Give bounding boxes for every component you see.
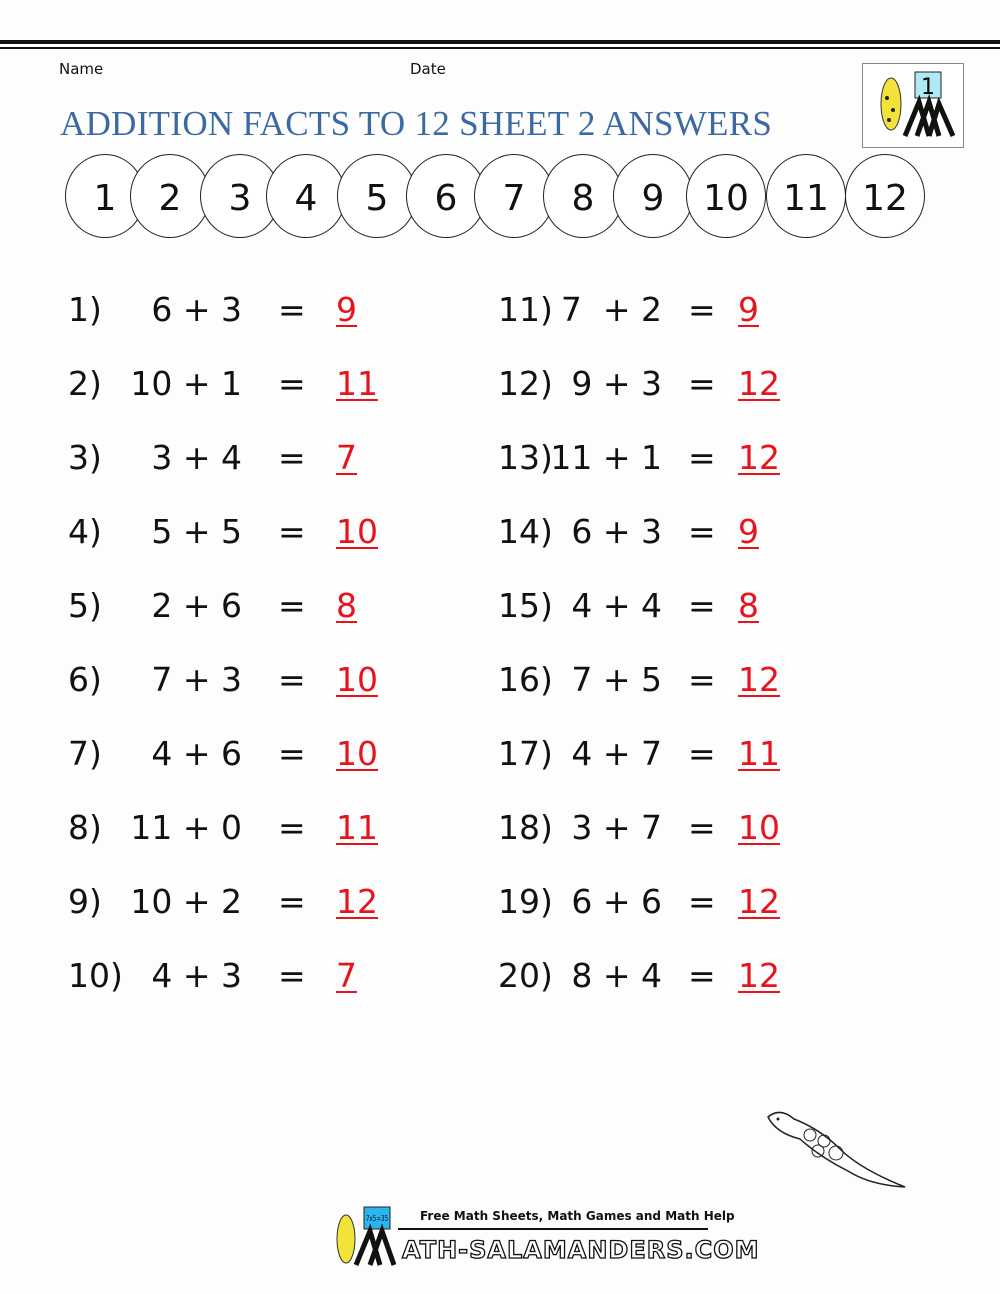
problem-number: 20) <box>498 956 553 995</box>
equals-sign: = <box>688 956 716 995</box>
problem-row <box>498 584 798 628</box>
answer: 11 <box>336 808 378 847</box>
problem-expression: 3 + 7 <box>571 808 662 847</box>
answer: 12 <box>336 882 378 921</box>
problem-number: 1) <box>68 290 102 329</box>
problem-number: 13) <box>498 438 553 477</box>
date-label: Date <box>410 60 446 78</box>
problem-expression: 7 + 5 <box>571 660 662 699</box>
answer: 11 <box>738 734 780 773</box>
answer: 10 <box>738 808 780 847</box>
problem-number: 18) <box>498 808 553 847</box>
number-circle: 8 <box>543 154 623 238</box>
number-circle: 12 <box>845 154 925 238</box>
number-circle: 2 <box>130 154 210 238</box>
number-circle: 6 <box>406 154 486 238</box>
problem-number: 6) <box>68 660 102 699</box>
number-circle: 5 <box>337 154 417 238</box>
problem-expression: 8 + 4 <box>571 956 662 995</box>
footer-board-text: 7x5=35 <box>366 1214 388 1223</box>
footer-tagline: Free Math Sheets, Math Games and Math Help <box>420 1209 735 1223</box>
equals-sign: = <box>688 734 716 773</box>
equals-sign: = <box>278 438 306 477</box>
top-rule-thin <box>0 47 1000 49</box>
problem-expression: 10 + 2 <box>130 882 242 921</box>
answer: 7 <box>336 438 357 477</box>
equals-sign: = <box>688 882 716 921</box>
number-circle: 11 <box>766 154 846 238</box>
answer: 12 <box>738 364 780 403</box>
equals-sign: = <box>688 290 716 329</box>
equals-sign: = <box>278 586 306 625</box>
salamander-logo <box>862 63 964 148</box>
problem-expression: 9 + 3 <box>571 364 662 403</box>
problem-row <box>498 880 798 924</box>
number-circle: 10 <box>686 154 766 238</box>
equals-sign: = <box>688 586 716 625</box>
problem-number: 10) <box>68 956 123 995</box>
answer: 10 <box>336 512 378 551</box>
answer: 11 <box>336 364 378 403</box>
problem-expression: 6 + 3 <box>571 512 662 551</box>
problem-row <box>68 584 368 628</box>
equals-sign: = <box>688 438 716 477</box>
problem-row <box>68 658 378 702</box>
answer: 8 <box>738 586 759 625</box>
problem-expression: 5 + 5 <box>151 512 242 551</box>
problem-row <box>498 510 798 554</box>
problem-number: 9) <box>68 882 102 921</box>
number-circle: 9 <box>613 154 693 238</box>
answer: 12 <box>738 882 780 921</box>
problem-row <box>498 806 798 850</box>
answer: 10 <box>336 734 378 773</box>
problem-row <box>68 954 368 998</box>
problem-number: 19) <box>498 882 553 921</box>
answer: 9 <box>738 290 759 329</box>
answer: 9 <box>336 290 357 329</box>
problem-number: 4) <box>68 512 102 551</box>
equals-sign: = <box>278 734 306 773</box>
problem-number: 8) <box>68 808 102 847</box>
salamander-drawing <box>760 1105 910 1199</box>
problem-expression: 4 + 3 <box>151 956 242 995</box>
problem-row <box>498 362 798 406</box>
equals-sign: = <box>278 956 306 995</box>
problem-row <box>68 362 378 406</box>
footer-rule <box>398 1228 708 1230</box>
answer: 12 <box>738 660 780 699</box>
problem-number: 5) <box>68 586 102 625</box>
problem-row <box>68 880 378 924</box>
page-title: ADDITION FACTS TO 12 SHEET 2 ANSWERS <box>60 104 773 143</box>
name-label: Name <box>59 60 104 78</box>
problem-row <box>68 288 368 332</box>
answer: 8 <box>336 586 357 625</box>
problem-row <box>498 732 798 776</box>
problem-expression: 7 + 2 <box>560 290 662 329</box>
problem-expression: 4 + 7 <box>571 734 662 773</box>
problem-number: 14) <box>498 512 553 551</box>
problem-expression: 10 + 1 <box>130 364 242 403</box>
problem-row <box>498 288 798 332</box>
problem-expression: 6 + 3 <box>151 290 242 329</box>
logo-digit: 1 <box>921 75 935 100</box>
problem-expression: 4 + 4 <box>571 586 662 625</box>
problem-number: 17) <box>498 734 553 773</box>
problem-row <box>68 436 368 480</box>
problem-number: 2) <box>68 364 102 403</box>
equals-sign: = <box>278 290 306 329</box>
equals-sign: = <box>688 808 716 847</box>
problem-expression: 11 + 0 <box>130 808 242 847</box>
equals-sign: = <box>278 882 306 921</box>
problem-row <box>498 658 798 702</box>
problem-expression: 3 + 4 <box>151 438 242 477</box>
equals-sign: = <box>688 512 716 551</box>
answer: 9 <box>738 512 759 551</box>
footer-logo <box>328 1205 403 1271</box>
problem-row <box>68 510 378 554</box>
equals-sign: = <box>688 364 716 403</box>
problem-number: 11) <box>498 290 553 329</box>
number-circle: 4 <box>266 154 346 238</box>
top-rule <box>0 40 1000 44</box>
problem-number: 7) <box>68 734 102 773</box>
problem-row <box>498 954 798 998</box>
answer: 7 <box>336 956 357 995</box>
problem-expression: 11 + 1 <box>550 438 662 477</box>
problem-expression: 6 + 6 <box>571 882 662 921</box>
number-circle: 7 <box>474 154 554 238</box>
problem-number: 3) <box>68 438 102 477</box>
number-circle: 1 <box>65 154 145 238</box>
problem-expression: 7 + 3 <box>151 660 242 699</box>
problem-expression: 2 + 6 <box>151 586 242 625</box>
problem-expression: 4 + 6 <box>151 734 242 773</box>
answer: 12 <box>738 438 780 477</box>
problem-number: 16) <box>498 660 553 699</box>
footer-site-name: ATH-SALAMANDERS.COM <box>402 1236 760 1264</box>
equals-sign: = <box>278 660 306 699</box>
equals-sign: = <box>688 660 716 699</box>
problem-row <box>498 436 798 480</box>
equals-sign: = <box>278 808 306 847</box>
equals-sign: = <box>278 364 306 403</box>
number-circle: 3 <box>200 154 280 238</box>
answer: 12 <box>738 956 780 995</box>
problem-number: 15) <box>498 586 553 625</box>
problem-row <box>68 732 378 776</box>
equals-sign: = <box>278 512 306 551</box>
problem-row <box>68 806 378 850</box>
answer: 10 <box>336 660 378 699</box>
problem-number: 12) <box>498 364 553 403</box>
